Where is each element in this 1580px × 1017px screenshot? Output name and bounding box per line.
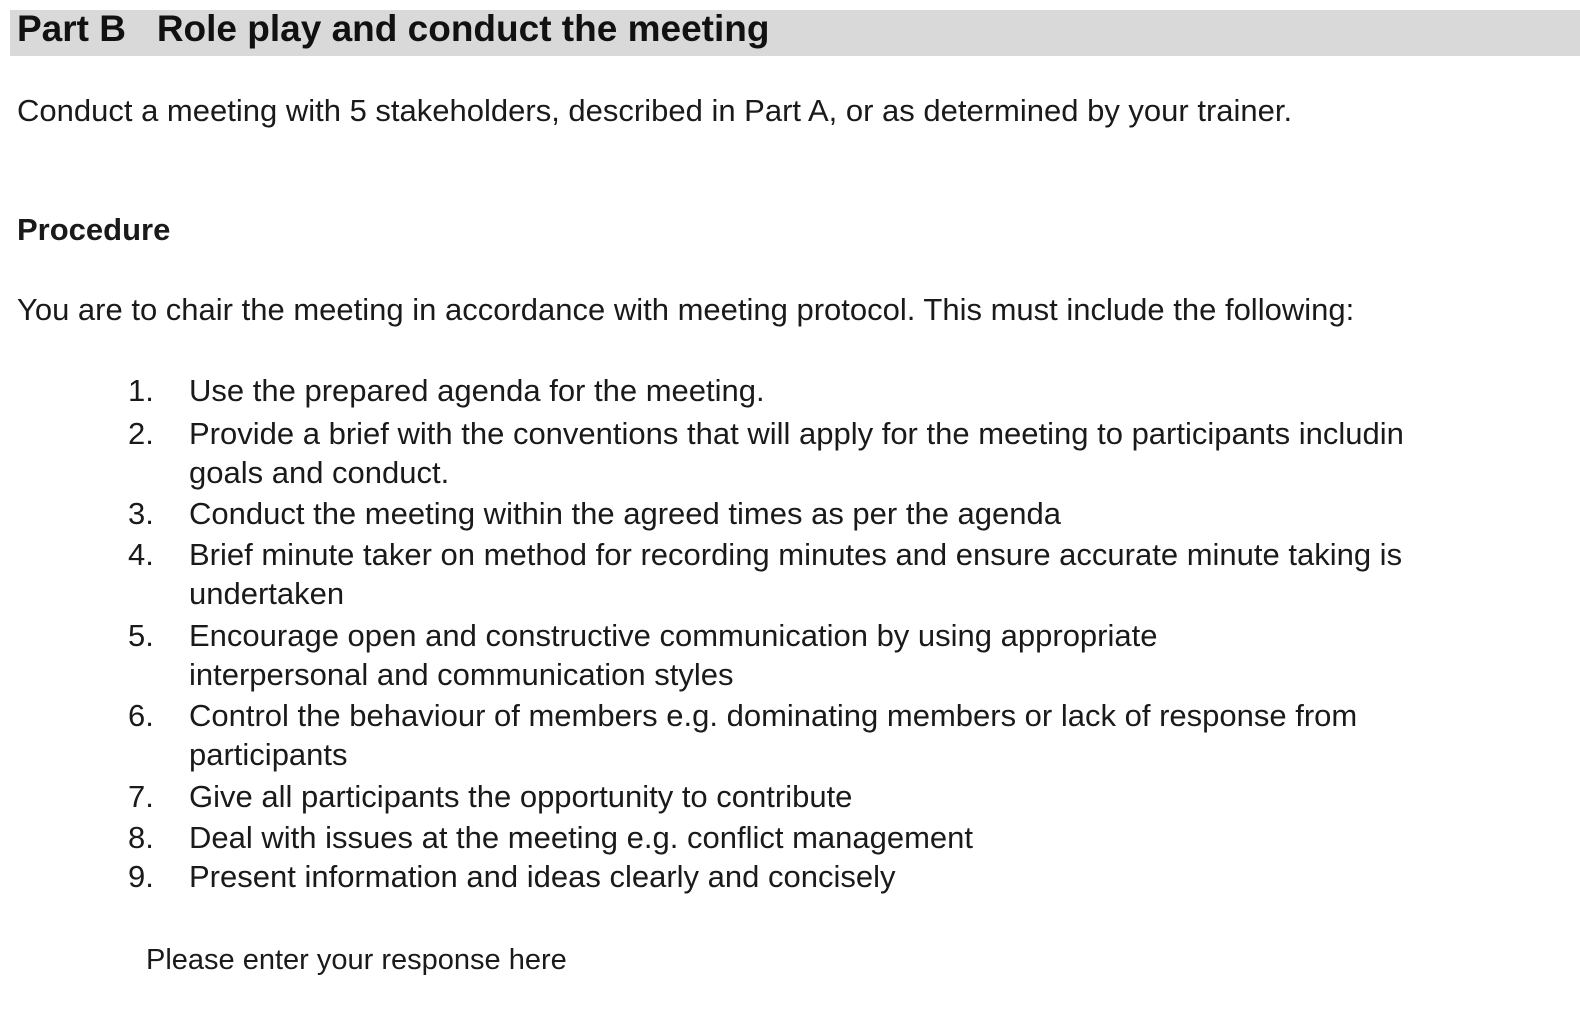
list-item-number: 9. — [128, 859, 154, 894]
list-item-line: Provide a brief with the conventions that will apply for the meeting to participants includin — [189, 416, 1404, 451]
list-item-line: Brief minute taker on method for recording minutes and ensure accurate minute taking is — [189, 537, 1403, 572]
list-item-text — [189, 535, 1402, 613]
response-input[interactable] — [146, 940, 846, 980]
list-item-number: 5. — [128, 618, 154, 653]
list-item-line: Present information and ideas clearly and concisely — [189, 859, 896, 894]
list-item-text — [189, 696, 1357, 774]
intro-text: Conduct a meeting with 5 stakeholders, described in Part A, or as determined by your trainer. — [17, 93, 1293, 128]
list-item-line: participants — [189, 737, 348, 772]
list-item-number: 1. — [128, 373, 154, 408]
list-item-text — [189, 414, 1404, 492]
list-item-line: Deal with issues at the meeting e.g. conflict management — [189, 820, 974, 855]
list-item-number: 7. — [128, 779, 154, 814]
procedure-heading: Procedure — [17, 212, 171, 247]
list-item-text — [189, 494, 1061, 533]
procedure-instruction: You are to chair the meeting in accordance with meeting protocol. This must include the following: — [17, 292, 1355, 327]
list-item-text — [189, 616, 1157, 694]
list-item-number: 3. — [128, 496, 154, 531]
list-item-line: goals and conduct. — [189, 455, 450, 490]
list-item-line: Conduct the meeting within the agreed times as per the agenda — [189, 496, 1061, 531]
list-item-line: Control the behaviour of members e.g. dominating members or lack of response from — [189, 698, 1358, 733]
list-item-line: interpersonal and communication styles — [189, 657, 734, 692]
list-item-line: Give all participants the opportunity to contribute — [189, 779, 853, 814]
list-item-number: 4. — [128, 537, 154, 572]
list-item-line: Use the prepared agenda for the meeting. — [189, 373, 765, 408]
list-item-text — [189, 857, 896, 896]
list-item-text — [189, 371, 765, 410]
list-item-number: 6. — [128, 698, 154, 733]
section-title: Part B Role play and conduct the meeting — [17, 8, 770, 49]
list-item-line: undertaken — [189, 576, 345, 611]
list-item-number: 8. — [128, 820, 154, 855]
list-item-text — [189, 777, 852, 816]
list-item-line: Encourage open and constructive communication by using appropriate — [189, 618, 1158, 653]
list-item-text — [189, 818, 973, 857]
list-item-number: 2. — [128, 416, 154, 451]
